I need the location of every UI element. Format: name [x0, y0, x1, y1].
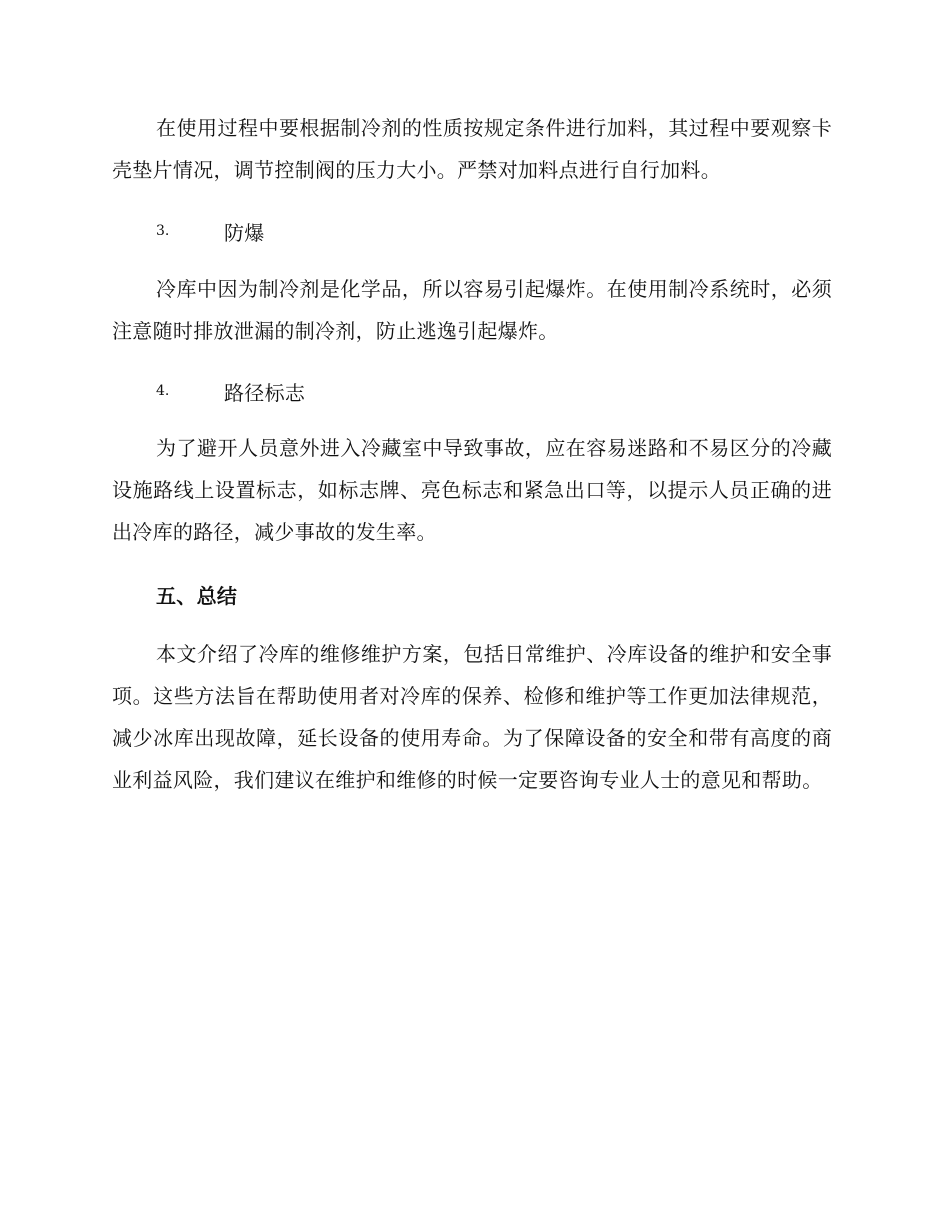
list-number: 3.: [156, 223, 170, 239]
paragraph-summary: 本文介绍了冷库的维修维护方案，包括日常维护、冷库设备的维护和安全事项。这些方法旨在帮助使用者对冷库的保养、检修和维护等工作更加法律规范，减少冰库出现故障，延长设备的使用寿命。为了保障设备的安全和带有高度的商业利益风险，我们建议在维护和维修的时候一定要咨询专业人士的意见和帮助。: [112, 642, 832, 792]
section-heading-summary: 五、总结: [156, 584, 238, 608]
paragraph-refrigerant-charging: 在使用过程中要根据制冷剂的性质按规定条件进行加料，其过程中要观察卡壳垫片情况，调节控制阀的压力大小。严禁对加料点进行自行加料。: [112, 116, 832, 182]
list-item-explosion-proof: [156, 216, 265, 246]
list-item-path-signs: [156, 376, 305, 406]
list-label: 防爆: [224, 220, 265, 245]
paragraph-explosion-proof: 冷库中因为制冷剂是化学品，所以容易引起爆炸。在使用制冷系统时，必须注意随时排放泄漏的制冷剂，防止逃逸引起爆炸。: [112, 277, 832, 343]
list-label: 路径标志: [224, 380, 306, 405]
list-number: 4.: [156, 383, 170, 399]
paragraph-path-signs: 为了避开人员意外进入冷藏室中导致事故，应在容易迷路和不易区分的冷藏设施路线上设置标志，如标志牌、亮色标志和紧急出口等，以提示人员正确的进出冷库的路径，减少事故的发生率。: [112, 436, 832, 544]
